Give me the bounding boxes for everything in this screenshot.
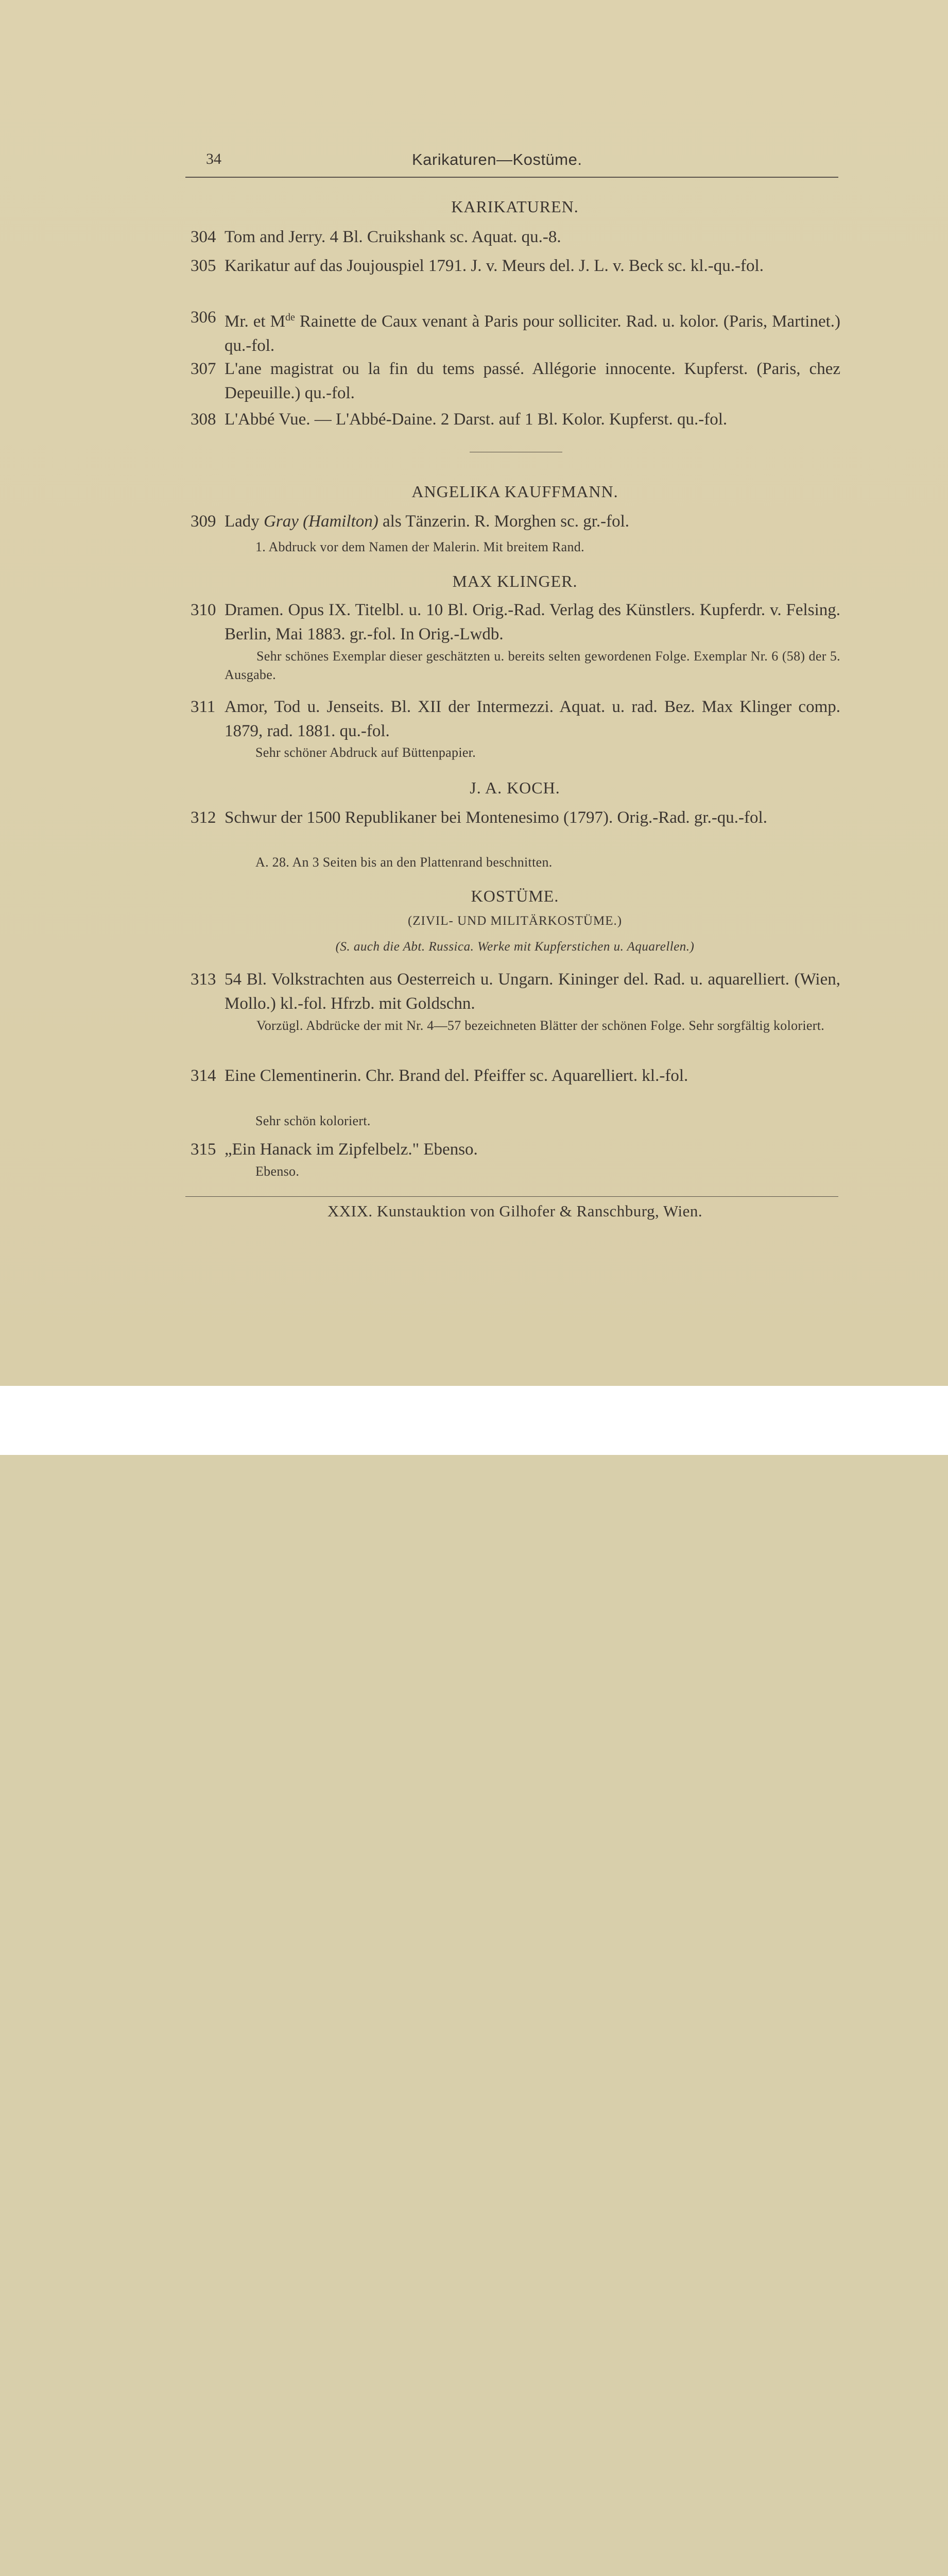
page-number: 34	[206, 150, 221, 167]
entry-text: Eine Clementinerin. Chr. Brand del. Pfeiffer sc. Aquarelliert. kl.-fol.	[225, 1066, 688, 1085]
entry-note: Sehr schönes Exemplar dieser geschätzten u. bereits selten gewordenen Folge. Exemplar Nr. 6 (58) der 5. Ausgabe.	[225, 649, 840, 682]
entry-307	[191, 357, 840, 405]
section-karikaturen: KARIKATUREN.	[451, 197, 579, 216]
entry-number: 313	[191, 970, 216, 989]
entry-number: 304	[191, 228, 216, 246]
entry-308	[191, 408, 840, 432]
section-kostueme: KOSTÜME.	[471, 887, 559, 905]
entry-text: L'Abbé Vue. — L'Abbé-Daine. 2 Darst. auf 1 Bl. Kolor. Kupferst. qu.-fol.	[225, 410, 728, 429]
entry-number: 307	[191, 360, 216, 378]
entry-number: 305	[191, 257, 216, 275]
entry-number: 315	[191, 1140, 216, 1159]
entry-number: 309	[191, 512, 216, 531]
entry-note: Vorzügl. Abdrücke der mit Nr. 4—57 bezeichneten Blätter der schönen Folge. Sehr sorgfältig koloriert.	[256, 1018, 825, 1033]
digitization-banner	[0, 1386, 948, 1455]
entry-note: Sehr schöner Abdruck auf Büttenpapier.	[255, 745, 476, 760]
entry-304	[191, 225, 840, 249]
entry-314	[191, 1064, 840, 1088]
entry-text: Amor, Tod u. Jenseits. Bl. XII der Intermezzi. Aquat. u. rad. Bez. Max Klinger comp. 1879, rad. 1881. qu.-fol.	[225, 698, 840, 740]
see-also-note: (S. auch die Abt. Russica. Werke mit Kupferstichen u. Aquarellen.)	[335, 940, 695, 954]
entry-text: L'ane magistrat ou la fin du tems passé. Allégorie innocente. Kupferst. (Paris, chez Depeuille.) qu.-fol.	[225, 360, 840, 402]
section-kauffmann: ANGELIKA KAUFFMANN.	[411, 482, 618, 501]
entry-text: Schwur der 1500 Republikaner bei Montenesimo (1797). Orig.-Rad. gr.-qu.-fol.	[225, 808, 767, 827]
entry-311	[191, 695, 840, 743]
entry-number: 306	[191, 308, 216, 327]
entry-text: „Ein Hanack im Zipfelbelz." Ebenso.	[225, 1140, 478, 1159]
entry-text: Dramen. Opus IX. Titelbl. u. 10 Bl. Orig.-Rad. Verlag des Künstlers. Kupferdr. v. Felsing. Berlin, Mai 1883. gr.-fol. In Orig.-Lwdb.	[225, 601, 840, 643]
footer-rule	[185, 1196, 838, 1197]
entry-number: 308	[191, 410, 216, 429]
section-koch: J. A. KOCH.	[470, 778, 560, 797]
entry-text: 54 Bl. Volkstrachten aus Oesterreich u. Ungarn. Kininger del. Rad. u. aquarelliert. (Wien, Mollo.) kl.-fol. Hfrzb. mit Goldschn.	[225, 970, 840, 1013]
entry-315	[191, 1138, 840, 1162]
entry-text: Lady Gray (Hamilton) als Tänzerin. R. Morghen sc. gr.-fol.	[225, 512, 630, 531]
entry-text: Karikatur auf das Joujouspiel 1791. J. v. Meurs del. J. L. v. Beck sc. kl.-qu.-fol.	[225, 257, 764, 275]
entry-note: Ebenso.	[255, 1164, 300, 1179]
entry-note: A. 28. An 3 Seiten bis an den Plattenrand beschnitten.	[255, 855, 553, 870]
entry-note: 1. Abdruck vor dem Namen der Malerin. Mit breitem Rand.	[255, 539, 584, 554]
entry-309	[191, 510, 840, 534]
entry-313	[191, 968, 840, 1016]
entry-number: 312	[191, 808, 216, 827]
header-rule	[185, 177, 838, 178]
entry-note: Sehr schön koloriert.	[255, 1113, 371, 1128]
page-footer: XXIX. Kunstauktion von Gilhofer & Ranschburg, Wien.	[327, 1202, 703, 1220]
entry-306	[191, 306, 840, 358]
entry-310	[191, 598, 840, 647]
entry-number: 311	[191, 698, 216, 716]
entry-text: Tom and Jerry. 4 Bl. Cruikshank sc. Aquat. qu.-8.	[225, 228, 561, 246]
section-klinger: MAX KLINGER.	[452, 572, 578, 590]
entry-305	[191, 254, 840, 278]
entry-312	[191, 806, 840, 830]
subsection-kostueme: (ZIVIL- UND MILITÄRKOSTÜME.)	[407, 914, 623, 928]
entry-text: Mr. et Mde Rainette de Caux venant à Paris pour solliciter. Rad. u. kolor. (Paris, Martinet.) qu.-fol.	[225, 312, 840, 355]
entry-number: 310	[191, 601, 216, 619]
running-title: Karikaturen—Kostüme.	[412, 150, 582, 168]
entry-number: 314	[191, 1066, 216, 1085]
